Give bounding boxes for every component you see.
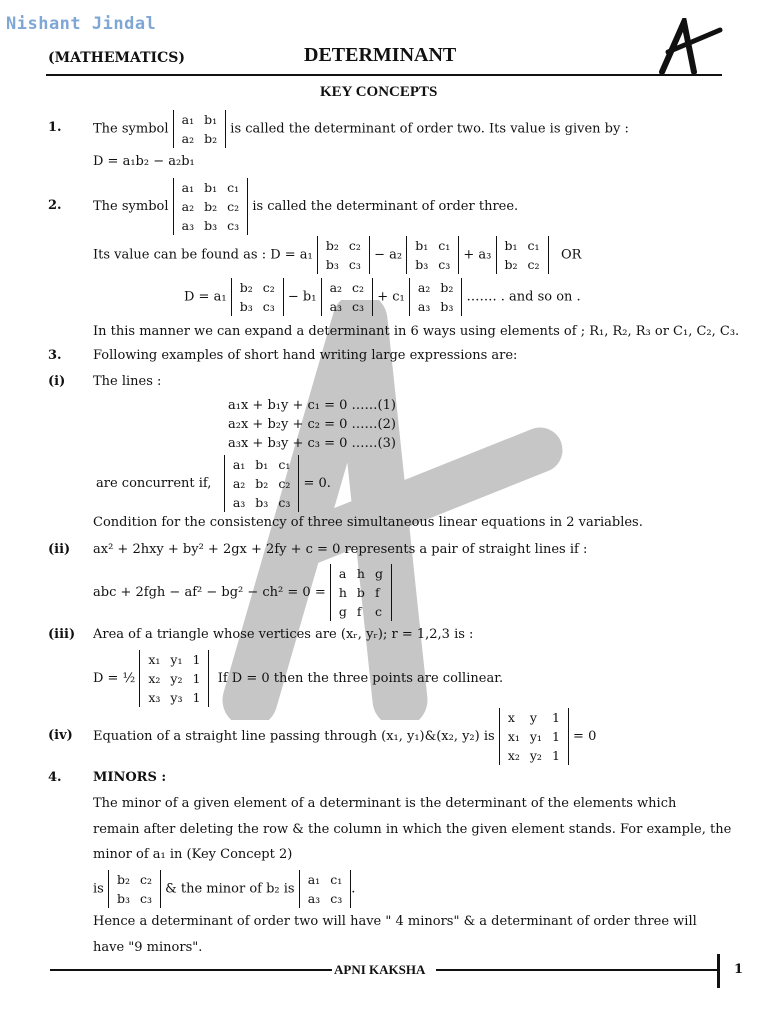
det-cell: c₁ (227, 180, 240, 195)
expansion-text: D = a₁ (184, 289, 227, 305)
expansion-term: + c₁ (377, 289, 405, 305)
det-cell: a₃ (181, 218, 195, 233)
minors-line-2: remain after deleting the row & the column in which the given element stands. For example, the (93, 822, 732, 837)
det-cell: 1 (551, 729, 560, 744)
det-cell: h (338, 585, 347, 600)
minors-line-4 (93, 870, 355, 908)
expansion-text: Its value can be found as : D = a₁ (93, 247, 313, 263)
item-number-4: 4. (48, 770, 62, 785)
det-3x3 (224, 455, 300, 512)
det-cell: c₃ (262, 299, 275, 314)
det-cell: b₃ (440, 299, 454, 314)
det-cell: y₁ (170, 652, 183, 667)
det-cell: f (356, 604, 362, 619)
footer-rule-right (436, 969, 718, 971)
expand-note: In this manner we can expand a determinant in 6 ways using elements of ; R₁, R₂, R₃ or C₁, C₂, C₃. (93, 324, 740, 339)
det-cell: a₃ (232, 495, 246, 510)
det-cell: b₂ (325, 238, 339, 253)
collinear-text: If D = 0 then the three points are collinear. (217, 671, 504, 686)
det-cell: b₁ (415, 238, 429, 253)
item-3-text: Following examples of short hand writing large expressions are: (93, 348, 518, 363)
det-cell: a₃ (417, 299, 431, 314)
det-minor (406, 236, 459, 274)
and-so-on: ……. . and so on . (466, 289, 581, 305)
minors-line-5: Hence a determinant of order two will have " 4 minors" & a determinant of order three will (93, 914, 697, 929)
item-number-1: 1. (48, 120, 62, 135)
brand-logo-icon (654, 18, 724, 76)
det-cell: b₂ (204, 199, 218, 214)
equals-zero: = 0 (573, 729, 597, 744)
det-cell: c₃ (348, 257, 361, 272)
det-cell: f (374, 585, 380, 600)
sub-number-iii: (iii) (48, 627, 76, 642)
det-cell: c₁ (438, 238, 451, 253)
det-cell: c₃ (438, 257, 451, 272)
area-row (93, 650, 503, 707)
abc-text: abc + 2fgh − af² − bg² − ch² = 0 = (93, 585, 326, 600)
item-number-2: 2. (48, 198, 62, 213)
expansion-term: − b₁ (287, 289, 317, 305)
expansion-term: + a₃ (463, 247, 492, 263)
det-minor (108, 870, 161, 908)
d-formula: D = a₁b₂ − a₂b₁ (93, 154, 195, 169)
det-cell: b₃ (116, 891, 130, 906)
sub-number-ii: (ii) (48, 542, 71, 557)
item-1-text (93, 110, 629, 148)
det-cell: 1 (551, 710, 560, 725)
page-title: DETERMINANT (304, 44, 457, 66)
det-minor (496, 236, 549, 274)
det-cell: y₂ (170, 671, 183, 686)
page-number: 1 (734, 962, 744, 977)
sub-iii-text: Area of a triangle whose vertices are (xᵣ, yᵣ); r = 1,2,3 is : (93, 627, 474, 642)
sub-number-i: (i) (48, 374, 66, 389)
det-cell: a (338, 566, 347, 581)
det-cell: c (374, 604, 382, 619)
det-cell: c₁ (330, 872, 343, 887)
sub-iv-row (93, 708, 596, 765)
det-cell: b₂ (204, 131, 218, 146)
area-d: D = ½ (93, 671, 136, 686)
minors-end: . (351, 881, 356, 897)
det-cell: b₂ (116, 872, 130, 887)
det-cell: c₂ (527, 257, 540, 272)
det-2x2 (173, 110, 226, 148)
det-cell: c₃ (227, 218, 240, 233)
det-cell: b (356, 585, 365, 600)
det-cell: c₂ (227, 199, 240, 214)
minors-line-6: have "9 minors". (93, 940, 203, 955)
det-cell: c₁ (278, 457, 291, 472)
line-eq-1: a₁x + b₁y + c₁ = 0 ……(1) (228, 398, 396, 413)
item-number-3: 3. (48, 348, 62, 363)
sub-iv-text: Equation of a straight line passing through (x₁, y₁)&(x₂, y₂) is (93, 729, 495, 744)
det-cell: b₂ (255, 476, 269, 491)
det-3x3 (330, 564, 392, 621)
line-eq-3: a₃x + b₃y + c₃ = 0 ……(3) (228, 436, 396, 451)
det-3x3 (499, 708, 569, 765)
det-cell: c₁ (527, 238, 540, 253)
det-cell: b₂ (440, 280, 454, 295)
det-cell: a₂ (181, 131, 195, 146)
det-cell: x₃ (148, 690, 161, 705)
subject-label: (MATHEMATICS) (48, 50, 185, 66)
det-cell: c₃ (352, 299, 365, 314)
det-minor (231, 278, 284, 316)
det-cell: x₁ (148, 652, 161, 667)
minors-line-1: The minor of a given element of a determinant is the determinant of the elements which (93, 796, 677, 811)
det-minor (317, 236, 370, 274)
det-cell: a₁ (181, 112, 195, 127)
item-2-pre: The symbol (93, 199, 169, 214)
det-cell: 1 (192, 690, 201, 705)
det-cell: x₂ (507, 748, 520, 763)
item-1-pre: The symbol (93, 121, 169, 137)
equals-zero: = 0. (303, 476, 331, 491)
det-cell: h (356, 566, 365, 581)
or-label: OR (560, 247, 582, 263)
det-cell: b₁ (504, 238, 518, 253)
det-cell: c₃ (330, 891, 343, 906)
det-3x3 (139, 650, 209, 707)
det-minor (409, 278, 462, 316)
line-eq-2: a₂x + b₂y + c₂ = 0 ……(2) (228, 417, 396, 432)
det-cell: a₂ (329, 280, 343, 295)
det-cell: a₂ (417, 280, 431, 295)
det-cell: a₃ (329, 299, 343, 314)
concurrent-text: are concurrent if, (96, 476, 212, 491)
det-cell: b₂ (239, 280, 253, 295)
expansion-row-2 (184, 278, 581, 316)
footer-brand: APNI KAKSHA (334, 962, 426, 977)
det-3x3 (173, 178, 249, 235)
det-cell: c₃ (140, 891, 153, 906)
section-title: KEY CONCEPTS (320, 84, 438, 100)
det-cell: a₁ (181, 180, 195, 195)
det-cell: 1 (551, 748, 560, 763)
det-cell: b₁ (204, 112, 218, 127)
expansion-row-1 (93, 236, 581, 274)
item-2-post: is called the determinant of order three. (252, 199, 519, 214)
footer-bar (717, 954, 720, 988)
sub-ii-text: ax² + 2hxy + by² + 2gx + 2fy + c = 0 represents a pair of straight lines if : (93, 542, 588, 557)
det-cell: a₃ (307, 891, 321, 906)
det-cell: b₃ (415, 257, 429, 272)
sub-number-iv: (iv) (48, 728, 73, 743)
det-cell: a₁ (232, 457, 246, 472)
det-cell: c₂ (348, 238, 361, 253)
det-minor (299, 870, 351, 908)
det-cell: x₁ (507, 729, 520, 744)
expansion-term: − a₂ (374, 247, 403, 263)
det-cell: 1 (192, 671, 201, 686)
det-cell: b₃ (255, 495, 269, 510)
det-cell: b₁ (204, 180, 218, 195)
det-cell: c₂ (262, 280, 275, 295)
det-cell: c₂ (140, 872, 153, 887)
det-cell: c₂ (352, 280, 365, 295)
det-cell: y₂ (529, 748, 542, 763)
det-cell: x₂ (148, 671, 161, 686)
det-cell: g (338, 604, 347, 619)
det-cell: a₂ (232, 476, 246, 491)
det-minor (321, 278, 373, 316)
abc-row (93, 564, 392, 621)
minors-mid: & the minor of b₂ is (165, 881, 295, 897)
det-cell: a₁ (307, 872, 321, 887)
minors-heading: MINORS : (93, 770, 167, 785)
minors-line-3: minor of a₁ in (Key Concept 2) (93, 847, 293, 862)
author-watermark: Nishant Jindal (6, 14, 157, 34)
condition-text: Condition for the consistency of three simultaneous linear equations in 2 variables. (93, 515, 643, 530)
footer-rule-left (50, 969, 332, 971)
det-cell: g (374, 566, 383, 581)
det-cell: 1 (192, 652, 201, 667)
det-cell: c₂ (278, 476, 291, 491)
det-cell: y₃ (170, 690, 183, 705)
det-cell: b₃ (239, 299, 253, 314)
det-cell: b₂ (504, 257, 518, 272)
det-cell: x (507, 710, 515, 725)
item-1-post: is called the determinant of order two. Its value is given by : (230, 121, 629, 137)
item-2-text (93, 178, 518, 235)
concurrent-row (96, 455, 331, 512)
det-cell: y₁ (529, 729, 542, 744)
det-cell: a₂ (181, 199, 195, 214)
minors-is: is (93, 881, 104, 897)
det-cell: c₃ (278, 495, 291, 510)
det-cell: b₃ (204, 218, 218, 233)
sub-i-text: The lines : (93, 374, 162, 389)
header-rule (46, 74, 722, 76)
det-cell: b₁ (255, 457, 269, 472)
det-cell: y (529, 710, 537, 725)
det-cell: b₃ (325, 257, 339, 272)
